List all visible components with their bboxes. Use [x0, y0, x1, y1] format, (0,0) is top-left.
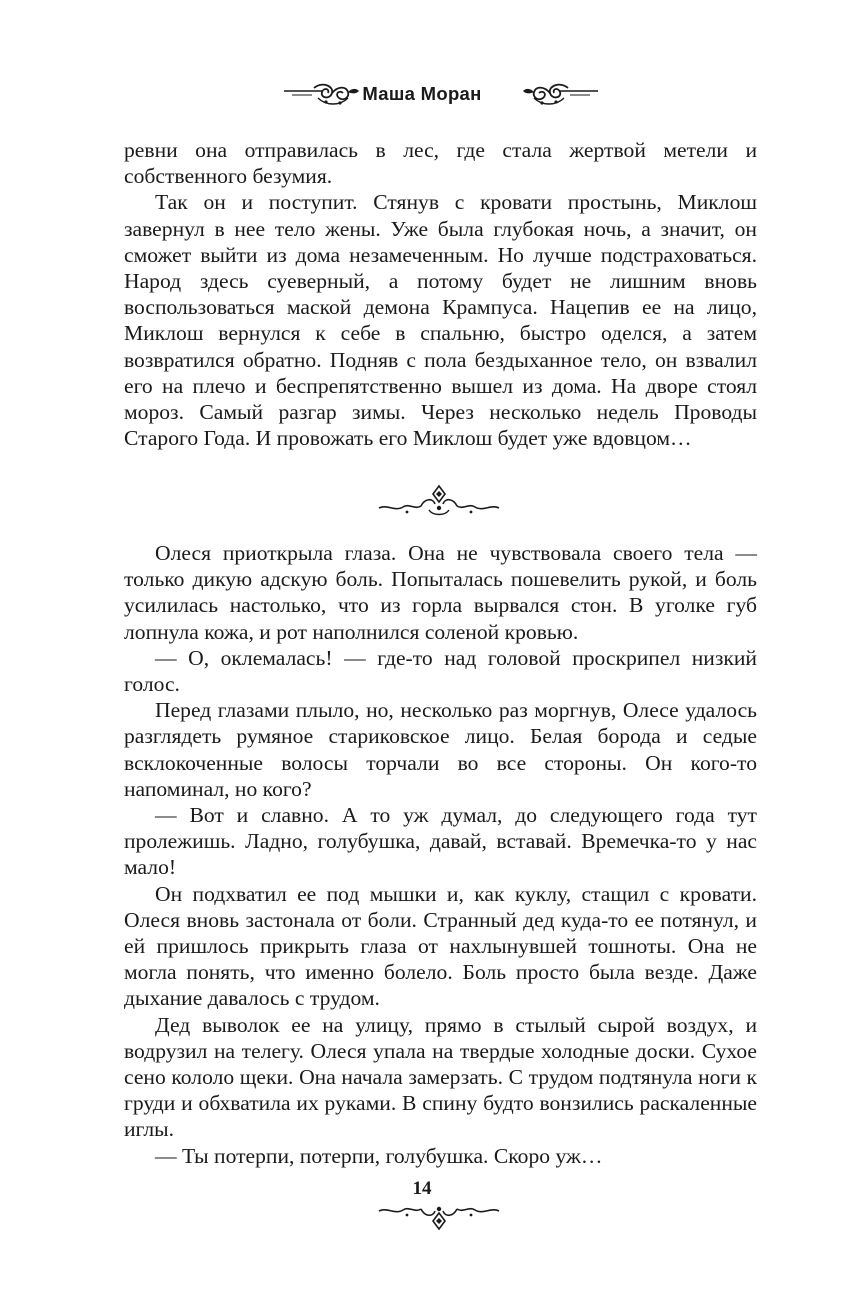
paragraph: — Вот и славно. А то уж думал, до следующего года тут пролежишь. Ладно, голубушка, давай, вставай. Времечка-то у нас мало!: [124, 803, 757, 880]
book-author: Маша Моран: [362, 83, 482, 104]
paragraph: Олеся приоткрыла глаза. Она не чувствовала своего тела — только дикую адскую боль. Попыталась пошевелить рукой, и боль усилилась настолько, что из горла вырвался стон. В уголке губ лопнула кожа, и рот наполнился соленой кровью.: [124, 541, 757, 644]
text-section-2: [124, 540, 757, 1169]
paragraph: — О, оклемалась! — где-то над головой проскрипел низкий голос.: [124, 645, 757, 697]
section-divider-ornament-icon: [377, 484, 501, 518]
footer-ornament-icon: [377, 1203, 501, 1233]
paragraph: Он подхватил ее под мышки и, как куклу, стащил с кровати. Олеся вновь застонала от боли. Странный дед куда-то ее потянул, и ей пришлось прикрыть глаза от нахлынувшей тошноты. Она не могла понять, что именно болело. Боль просто была везде. Даже дыхание давалось с трудом.: [124, 881, 757, 1011]
page-footer: [0, 1173, 844, 1243]
paragraph: ревни она отправилась в лес, где стала жертвой метели и собственного безумия.: [124, 138, 757, 189]
running-header: [0, 76, 844, 116]
paragraph: Перед глазами плыло, но, несколько раз моргнув, Олесе удалось разглядеть румяное стариковское лицо. Белая борода и седые всклокоченные волосы торчали во все стороны. Он кого-то напоминал, но кого?: [124, 698, 757, 801]
header-ornament-right-icon: [520, 82, 600, 108]
page-number: 14: [412, 1178, 432, 1199]
paragraph: Так он и поступит. Стянув с кровати простынь, Миклош завернул в нее тело жены. Уже была глубокая ночь, а значит, он сможет выйти из дома незамеченным. Но лучше подстраховаться. Народ здесь суеверный, а потому будет не лишним вновь воспользоваться маской демона Крампуса. Нацепив ее на лицо, Миклош вернулся к себе в спальню, быстро оделся, а затем возвратился обратно. Подняв с пола бездыханное тело, он взвалил его на плечо и беспрепятственно вышел из дома. На дворе стоял мороз. Самый разгар зимы. Через несколько недель Проводы Старого Года. И провожать его Миклош будет уже вдовцом…: [124, 190, 757, 451]
paragraph: — Ты потерпи, потерпи, голубушка. Скоро уж…: [155, 1143, 603, 1168]
text-section-1: [124, 137, 757, 451]
paragraph: Дед выволок ее на улицу, прямо в стылый сырой воздух, и водрузил на телегу. Олеся упала на твердые холодные доски. Сухое сено кололо щеки. Она начала замерзать. С трудом подтянула ноги к груди и обхватила их руками. В спину будто вонзились раскаленные иглы.: [124, 1012, 757, 1142]
